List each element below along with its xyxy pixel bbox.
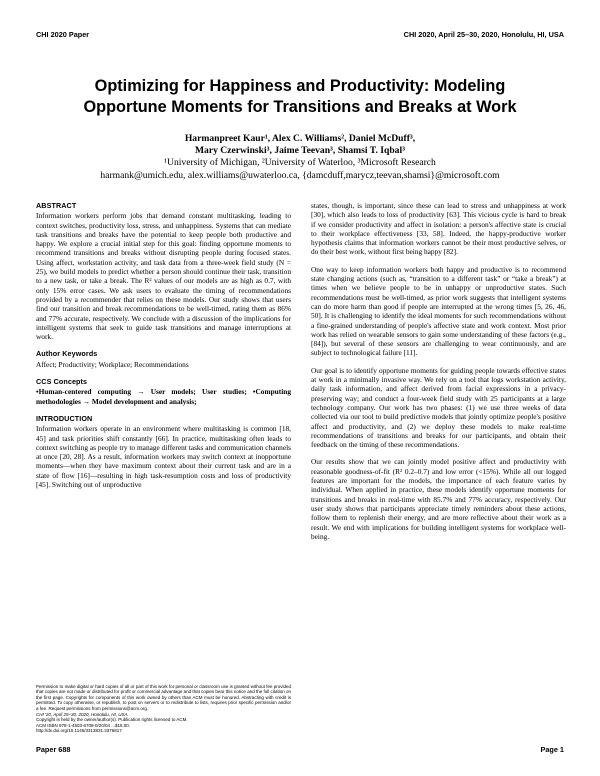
permission-notice: Permission to make digital or hard copies of all or part of this work for personal or classroom use is granted without fee provided that copies are not made or distributed for profit or commercial advantage and that copies bear this notice and the full citation on the first page. Copyrights for components of this work owned by others than ACM must be honored. Abstracting with credit is permitted. To copy otherwise, or republish, to post on servers or to redistribute to lists, requires prior specific permission and/or a fee. Request permissions from permissions@acm.org. (36, 684, 291, 711)
copyright-line: Copyright is held by the owner/author(s). Publication rights licensed to ACM. (36, 717, 188, 723)
body-paragraph-3: Our goal is to identify opportune moments for guiding people towards effective states at work in a minimally invasive way. We rely on a tool that logs workstation activity, daily task information, and affect derived from facial expressions in a privacy-preserving way; and conduct a four-week field study with 25 participants at a large technology company. Our work has two phases: (1) we use three weeks of data collected via our tool to build predictive models that jointly optimize people's positive affect and productivity, and (2) we deploy these models to make real-time recommendations of transitions and breaks for our participants, and obtain their feedback on the timing of these recommendations. (311, 365, 566, 450)
author-emails: harmank@umich.edu, alex.williams@uwaterloo.ca, {damcduff,marycz,teevan,shamsi}@microsoft.com (100, 169, 500, 181)
author-block (40, 133, 560, 182)
right-column (311, 201, 566, 549)
left-column (36, 201, 291, 497)
abstract-heading: ABSTRACT (36, 201, 77, 210)
footer-paper-number: Paper 688 (36, 745, 71, 754)
body-paragraph-2: One way to keep information workers both happy and productive is to recommend state changing actions (such as, “transition to a different task” or “take a break”) at times when we believe people to be in unhappy or unproductive states. Such recommendations must be well-timed, as prior work suggests that intelligent systems can do more harm than good if people are interrupted at the wrong times [5, 26, 46, 50]. It is challenging to identify the ideal moments for such recommendations without a fine-grained understanding of people's affective state and work context. Most prior work has relied on wearable sensors to gain some understanding of these factors (e.g., [84]), but several of these sensors are challenging to wear continuously, and are subject to technological failure [11]. (311, 264, 566, 358)
footer-page-number: Page 1 (540, 745, 564, 754)
body-paragraph-4: Our results show that we can jointly model positive affect and productivity with reasonable goodness-of-fit (R² 0.2–0.7) and low error (<15%). While all our logged features are important for the models, the importance of each feature varies by individual. When applied in practice, these models identify opportune moments for transitions and breaks in real-time with 85.7% and 77% accuracy, respectively. Our user study shows that participants appreciate timely reminders about these actions, follow them to replenish their energy, and are more reflective about their work as a result. We end with implications for building intelligent systems for workplace well-being. (311, 457, 566, 541)
author-names-line-2: Mary Czerwinski³, Jaime Teevan³, Shamsi T. Iqbal³ (194, 145, 406, 157)
author-affiliations: ¹University of Michigan, ²University of Waterloo, ³Microsoft Research (164, 157, 436, 169)
title-line-1: Optimizing for Happiness and Productivity: Modeling (94, 77, 506, 95)
keywords-heading: Author Keywords (36, 349, 98, 359)
introduction-heading: INTRODUCTION (36, 413, 93, 423)
paper-title (40, 76, 560, 118)
introduction-text: Information workers operate in an environment where multitasking is common [18, 45] and task priorities shift constantly [66]. In practice, multitasking often leads to context switching as people try to manage different tasks and communication channels at once [20, 28]. As a result, information workers may switch context at inopportune moments—when they have maximum context about their current task and are in a state of flow [16]—resulting in high task-resumption costs and loss of productivity [45]. Switching out of unproductive (36, 424, 291, 490)
author-names-line-1: Harmanpreet Kaur¹, Alex C. Williams², Daniel McDuff³, (184, 133, 416, 144)
title-line-2: Opportune Moments for Transitions and Breaks at Work (83, 98, 517, 116)
ccs-heading: CCS Concepts (36, 377, 88, 387)
doi-link[interactable]: http://dx.doi.org/10.1145/3313831.3376817 (36, 728, 122, 734)
running-header-left: CHI 2020 Paper (36, 30, 90, 39)
abstract-text: Information workers perform jobs that demand constant multitasking, leading to context switches, productivity loss, stress, and unhappiness. Systems that can mediate task transitions and breaks have the potential to keep people both productive and happy. We explore a crucial initial step for this goal: finding opportune moments to recommend transitions and breaks without disrupting people during focused states. Using affect, workstation activity, and task data from a three-week field study (N = 25), we build models to predict whether a person should continue their task, transition to a new task, or take a break. The R² values of our models are as high as 0.7, with only 15% error cases. We ask users to evaluate the timing of recommendations provided by a recommender that relies on these models. Our study shows that users find our transition and break recommendations to be well-timed, rating them as 86% and 77% accurate, respectively. We conclude with a discussion of the implications for intelligent systems that seek to guide task transitions and manage interruptions at work. (36, 211, 291, 342)
keywords-text: Affect; Productivity; Workplace; Recommendations (36, 359, 189, 369)
isbn-line: ACM ISBN 978-1-4503-6708-0/20/04 ...$15.00. (36, 722, 131, 728)
ccs-text: •Human-centered computing → User models; User studies; •Computing methodologies → Model development and analysis; (36, 387, 291, 406)
running-header-right: CHI 2020, April 25–30, 2020, Honolulu, HI, USA (403, 30, 564, 39)
conference-line: CHI '20, April 25–30, 2020, Honolulu, HI, USA. (36, 712, 129, 718)
permission-block (36, 684, 291, 734)
body-paragraph-1: states, though, is important, since these can lead to stress and unhappiness at work [30], which also leads to loss of productivity [63]. This vicious cycle is hard to break if we consider productivity and affect in isolation: a person's affective state is crucial to their workplace effectiveness [33, 58]. Indeed, the happy-productive worker hypothesis claims that information workers cannot be their most productive selves, or do their best work, without first being happy [82]. (311, 201, 566, 257)
